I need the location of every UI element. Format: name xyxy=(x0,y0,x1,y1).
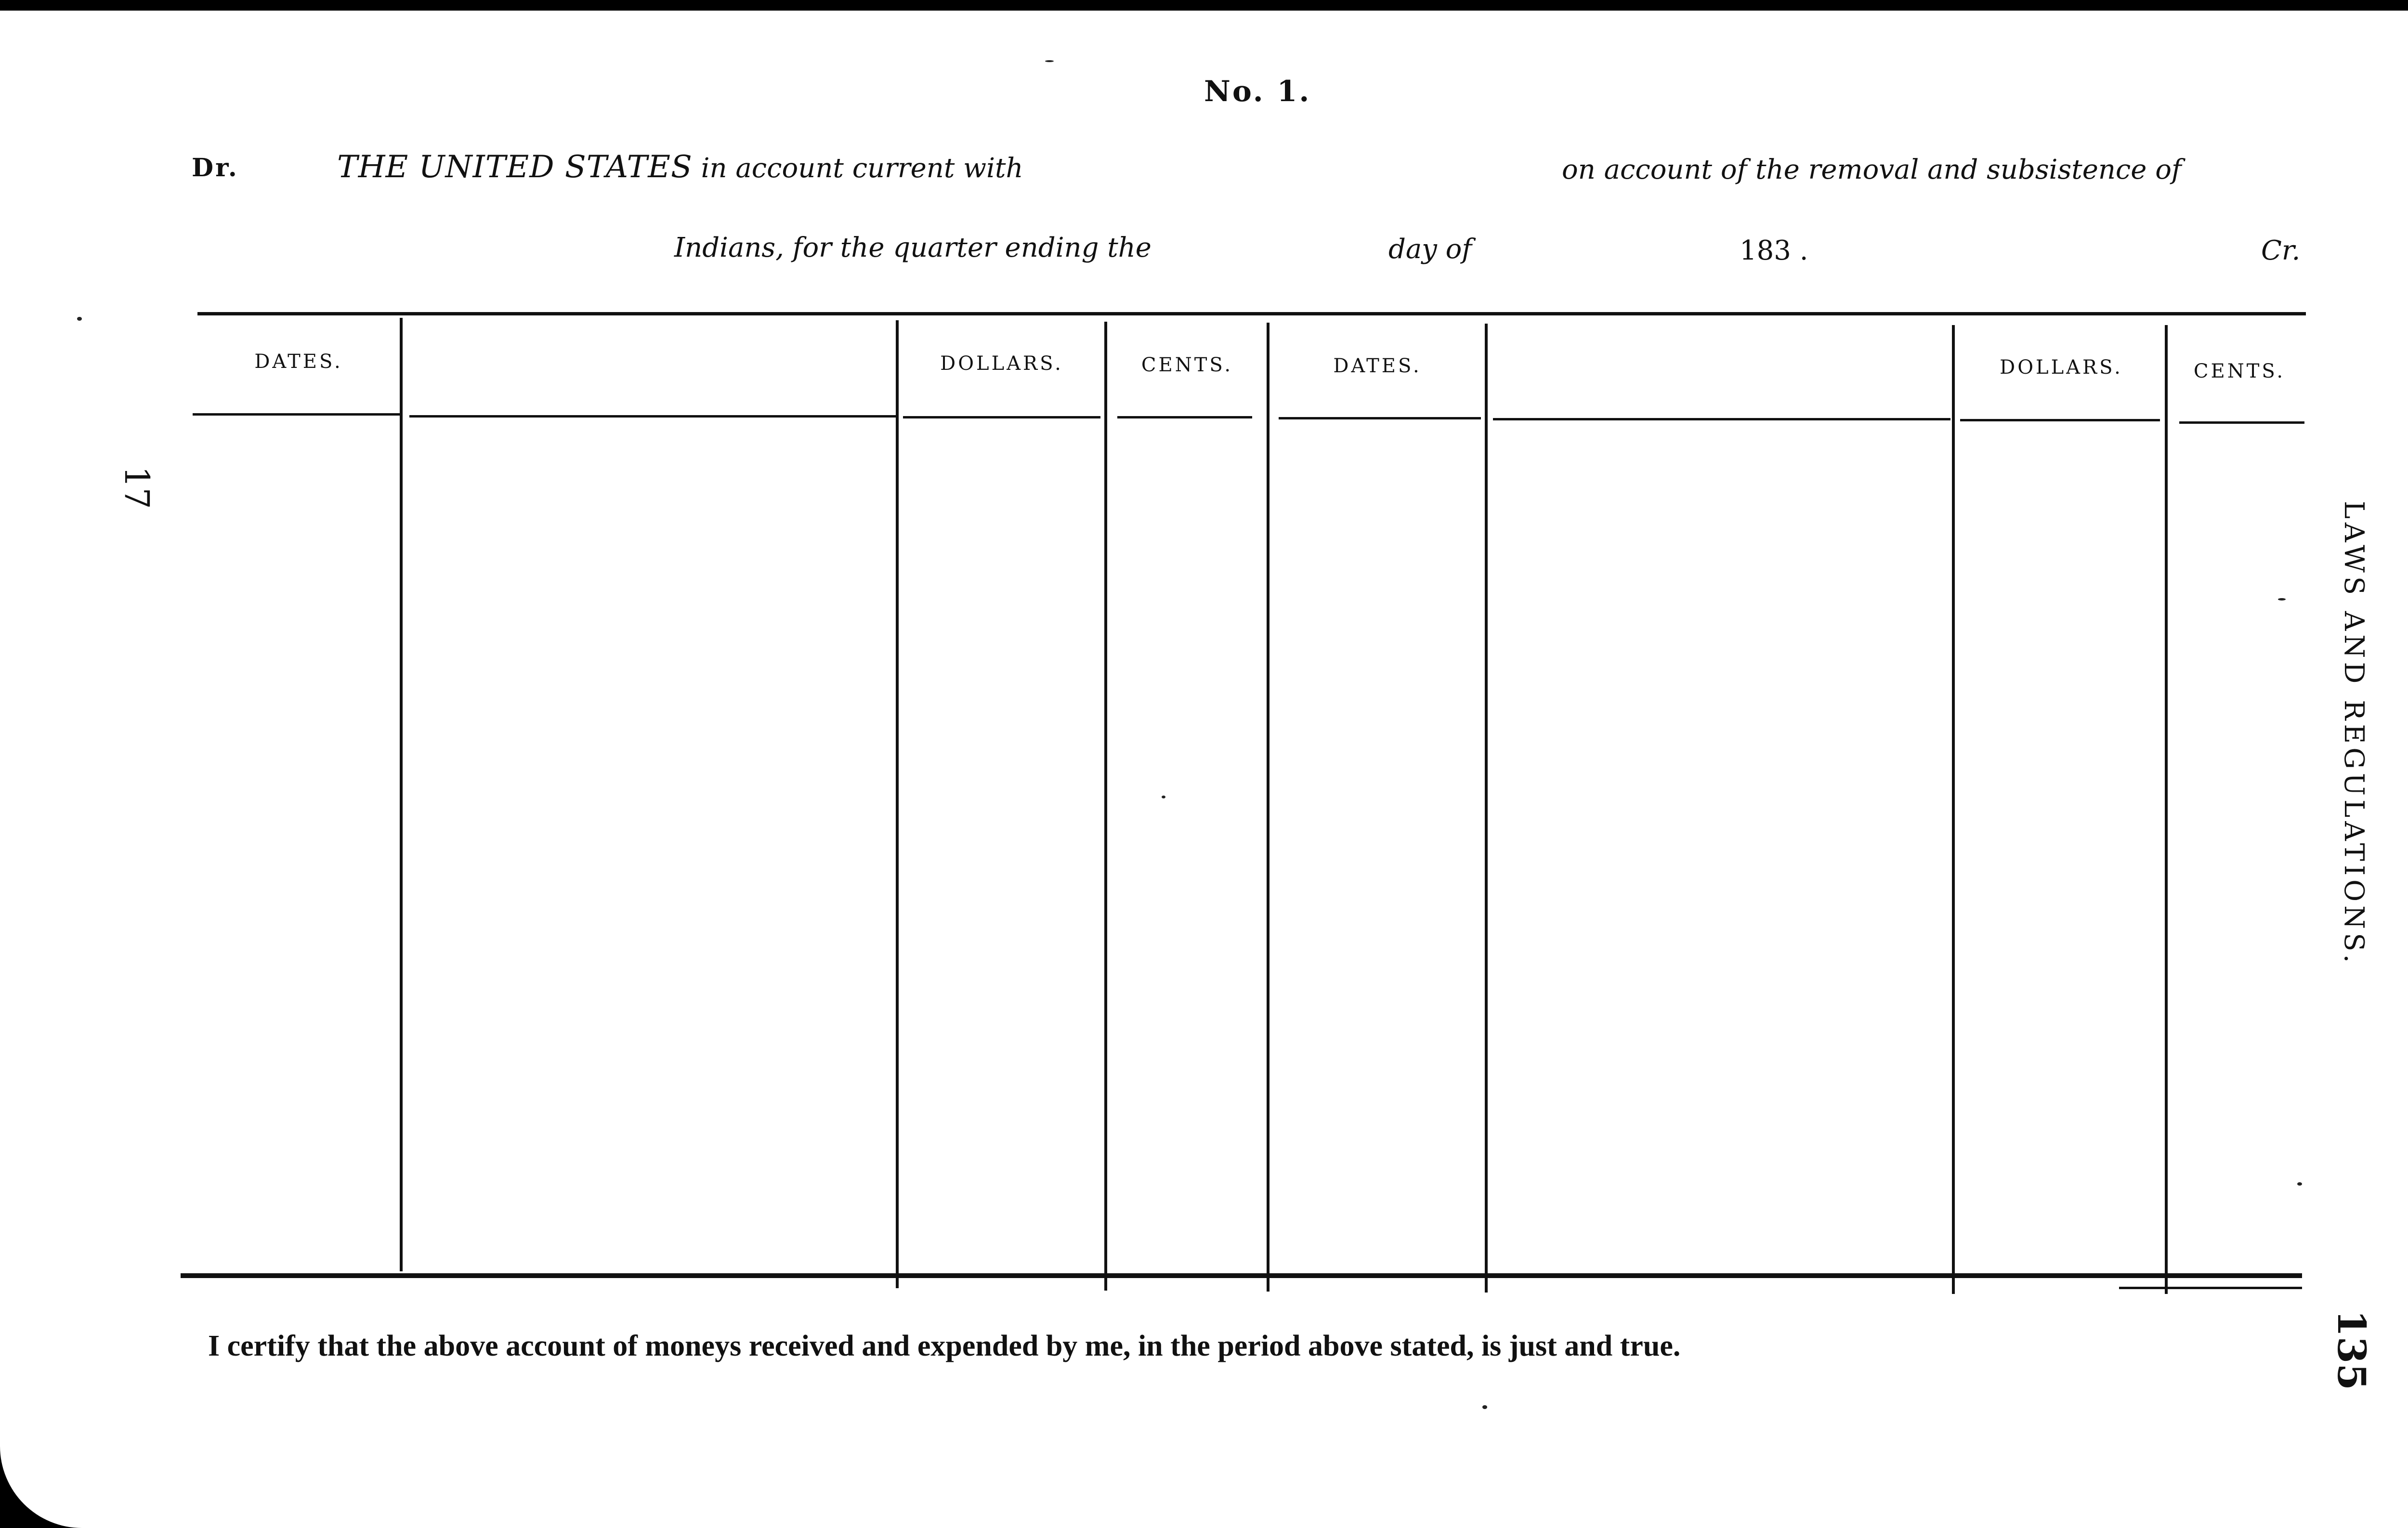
heading-account-party xyxy=(337,149,1023,185)
debit-label: Dr. xyxy=(192,153,239,183)
table-top-rule xyxy=(197,312,2306,315)
header-dollars-right: DOLLARS. xyxy=(2000,356,2123,379)
header-rule-desc-left xyxy=(409,415,896,418)
heading-united-states: THE UNITED STATES xyxy=(337,149,693,185)
credit-label: Cr. xyxy=(2261,235,2301,266)
header-cents-left: CENTS. xyxy=(1141,354,1233,376)
divider-dollars-cents-left xyxy=(1104,322,1107,1291)
scan-speck xyxy=(77,317,82,321)
heading-account-current: in account current with xyxy=(692,153,1023,184)
header-rule-cents-right xyxy=(2179,421,2304,424)
heading-day-of: day of xyxy=(1388,234,1472,265)
header-rule-dates-left xyxy=(193,413,400,416)
header-rule-desc-right xyxy=(1493,418,1950,420)
scan-speck xyxy=(1045,60,1054,62)
page-number: 135 xyxy=(2329,1310,2374,1390)
table-bottom-rule xyxy=(181,1273,2302,1278)
form-number: No. 1. xyxy=(1204,75,1311,108)
divider-dates-desc-left xyxy=(400,318,403,1271)
divider-desc-dollars-left xyxy=(896,320,899,1288)
certification-statement: I certify that the above account of moneys received and expended by me, in the period above stated, is just and true. xyxy=(208,1330,1681,1362)
header-rule-dollars-right xyxy=(1960,419,2160,421)
heading-removal-subsistence: on account of the removal and subsistence of xyxy=(1562,154,2182,185)
scan-speck xyxy=(2297,1182,2302,1186)
divider-dollars-cents-right xyxy=(2165,325,2168,1294)
header-dollars-left: DOLLARS. xyxy=(940,353,1063,375)
divider-dates-desc-right xyxy=(1485,324,1488,1293)
scan-speck xyxy=(1162,796,1165,798)
header-dates-right: DATES. xyxy=(1333,355,1422,377)
scan-speck xyxy=(2278,598,2286,601)
header-rule-dates-right xyxy=(1279,417,1481,419)
divider-desc-dollars-right xyxy=(1952,325,1955,1294)
table-bottom-rule-right xyxy=(2119,1287,2302,1289)
left-margin-mark: 17 xyxy=(117,466,157,509)
header-rule-cents-left xyxy=(1117,416,1252,418)
heading-quarter-ending: Indians, for the quarter ending the xyxy=(674,232,1152,263)
header-dates-left: DATES. xyxy=(254,351,343,373)
scan-border-top xyxy=(0,0,2408,11)
heading-year: 183 . xyxy=(1740,235,1808,266)
scan-speck xyxy=(1482,1405,1487,1409)
running-title: LAWS AND REGULATIONS. xyxy=(2338,501,2369,967)
divider-cents-dates-center xyxy=(1267,323,1269,1292)
header-rule-dollars-left xyxy=(903,416,1100,418)
header-cents-right: CENTS. xyxy=(2193,360,2286,382)
